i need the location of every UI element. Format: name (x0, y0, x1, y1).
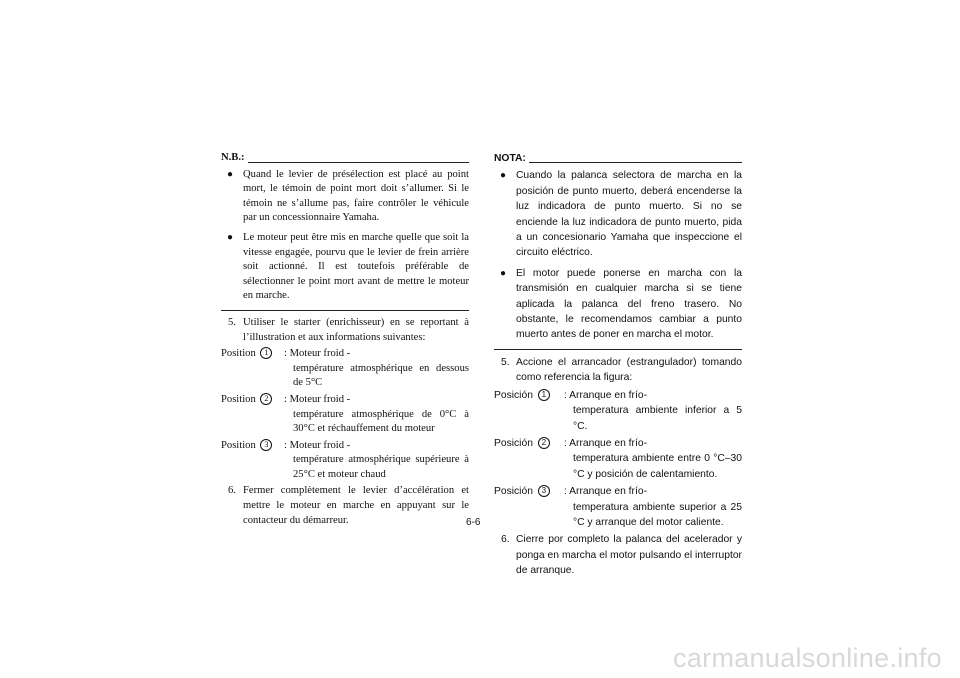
position-1 (221, 347, 469, 391)
position-label: Position 2 (221, 393, 284, 437)
step-number: 6. (228, 485, 236, 497)
step-6 (494, 532, 742, 578)
position-description: temperatura ambiente superior a 25 °C y arranque del motor caliente. (573, 501, 742, 528)
position-line1: : Moteur froid - (284, 393, 351, 405)
position-2 (221, 393, 469, 437)
note-end-rule (221, 310, 469, 311)
step-5 (494, 355, 742, 386)
position-description: temperatura ambiente inferior a 5 °C. (573, 405, 742, 432)
step-text: Cierre por completo la palanca del acelerador y ponga en marcha el motor pulsando el interruptor de arranque. (516, 534, 742, 577)
circled-number-icon: 2 (260, 393, 272, 405)
note-heading-label: N.B.: (221, 152, 245, 163)
position-description: température atmosphérique supérieure à 25°C et moteur chaud (293, 454, 469, 480)
position-description: température atmosphérique en dessous de 5°C (293, 362, 469, 389)
note-bullet-text: El motor puede ponerse en marcha con la transmisión en cualquier marcha si se tiene aplicada la palanca del freno trasero. No obstante, le recomendamos cambiar a punto muerto antes de poner en marcha el motor. (516, 267, 742, 341)
position-line1: : Moteur froid - (284, 348, 351, 360)
note-bullet (221, 168, 469, 226)
circled-number-icon: 1 (260, 347, 272, 359)
position-line1: : Arranque en frío- (564, 437, 647, 449)
note-bullet-text: Le moteur peut être mis en marche quelle que soit la vitesse engagée, pourvu que le levier de frein arrière soit actionné. Il est toutefois préférable de sélectionner le point mort avant de mettre le moteur en marche. (243, 231, 469, 302)
circled-number-icon: 3 (260, 439, 272, 451)
note-end-rule (494, 349, 742, 350)
circled-number-icon: 1 (538, 389, 550, 401)
heading-rule (248, 162, 469, 163)
watermark: carmanualsonline.info (673, 643, 942, 673)
position-2 (494, 436, 742, 482)
position-description: température atmosphérique de 0°C à 30°C et réchauffement du moteur (293, 408, 469, 435)
note-heading-label: NOTA: (494, 153, 526, 164)
note-bullet (494, 266, 742, 343)
position-description: temperatura ambiente entre 0 °C–30 °C y posición de calentamiento. (573, 453, 742, 480)
bullet-icon: ● (500, 267, 507, 279)
step-5 (221, 316, 469, 345)
circled-number-icon: 3 (538, 485, 550, 497)
step-text: Accione el arrancador (estrangulador) tomando como referencia la figura: (516, 356, 742, 384)
step-6 (221, 484, 469, 528)
position-3 (221, 439, 469, 483)
position-line1: : Moteur froid - (284, 439, 351, 451)
note-bullet-text: Quand le levier de présélection est placé au point mort, le témoin de point mort doit s’allumer. Si le témoin ne s’allume pas, faire contrôler le véhicule par un concessionnaire Yamaha. (243, 168, 469, 224)
position-label: Position 3 (221, 439, 284, 483)
position-1 (494, 388, 742, 434)
position-label: Posición 1 (494, 388, 564, 434)
page-number: 6-6 (466, 517, 481, 528)
circled-number-icon: 2 (538, 437, 550, 449)
step-number: 5. (501, 356, 510, 368)
note-heading (494, 151, 742, 166)
spanish-column (494, 151, 742, 581)
position-line1: : Arranque en frío- (564, 389, 647, 401)
step-text: Fermer complètement le levier d’accélération et mettre le moteur en marche en appuyant sur le contacteur du démarreur. (243, 485, 469, 526)
step-number: 5. (228, 316, 236, 328)
french-column (221, 151, 469, 530)
note-heading (221, 151, 469, 166)
bullet-icon: ● (227, 168, 234, 180)
step-number: 6. (501, 534, 510, 546)
step-text: Utiliser le starter (enrichisseur) en se reportant à l’illustration et aux informations suivantes: (243, 316, 469, 343)
bullet-icon: ● (500, 170, 507, 182)
position-label: Position 1 (221, 347, 284, 391)
heading-rule (529, 162, 742, 163)
position-label: Posición 3 (494, 484, 564, 530)
note-bullet-text: Cuando la palanca selectora de marcha en la posición de punto muerto, deberá encenderse la luz indicadora de punto muerto. Si no se enciende la luz indicadora de punto muerto, pida a un concesionario Yamaha que inspeccione el circuito eléctrico. (516, 170, 742, 259)
bullet-icon: ● (227, 231, 234, 243)
position-line1: : Arranque en frío- (564, 486, 647, 498)
position-label: Posición 2 (494, 436, 564, 482)
position-3 (494, 484, 742, 530)
note-bullet (221, 231, 469, 304)
note-bullet (494, 168, 742, 260)
